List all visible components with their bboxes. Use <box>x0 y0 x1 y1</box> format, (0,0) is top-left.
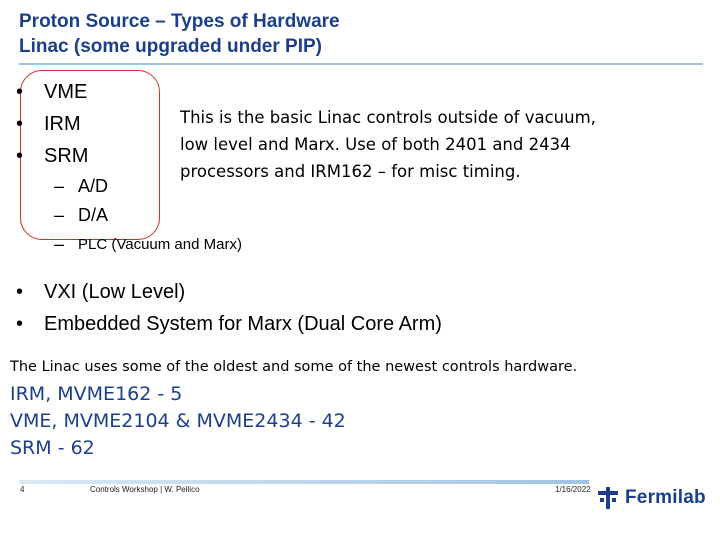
sub-bullet-label: A/D <box>78 176 109 196</box>
bullet-dot: • <box>16 81 24 103</box>
bullet-dot: • <box>16 113 24 135</box>
footer-center-text: Controls Workshop | W. Pellico <box>90 485 200 494</box>
count-line: IRM, MVME162 - 5 <box>10 383 183 405</box>
count-line: VME, MVME2104 & MVME2434 - 42 <box>10 410 346 432</box>
bullet-label: VXI (Low Level) <box>44 281 186 303</box>
sub-bullet-dash: – <box>54 176 65 196</box>
callout-text <box>180 104 700 185</box>
bullet-label: IRM <box>44 113 81 135</box>
sub-bullet-dash: – <box>54 234 65 254</box>
hardware-counts <box>10 381 346 462</box>
callout-line: This is the basic Linac controls outside of vacuum, <box>180 108 596 127</box>
bullet-label: VME <box>44 81 88 103</box>
note-text: The Linac uses some of the oldest and some of the newest controls hardware. <box>10 359 578 375</box>
bullet-label: SRM <box>44 145 89 167</box>
count-line: SRM - 62 <box>10 437 95 459</box>
callout-line: low level and Marx. Use of both 2401 and 2434 <box>180 135 571 154</box>
bullet-dot: • <box>16 281 24 303</box>
sub-bullet-dash: – <box>54 205 65 225</box>
sub-bullet-label: D/A <box>78 205 109 225</box>
callout-line: processors and IRM162 – for misc timing. <box>180 162 521 181</box>
fermilab-logo-icon <box>598 487 620 509</box>
footer-divider <box>19 480 589 484</box>
footer-date: 1/16/2022 <box>555 485 591 494</box>
logo-text: Fermilab <box>625 487 706 508</box>
title-divider <box>19 63 703 65</box>
slide-title <box>19 9 340 59</box>
page-number: 4 <box>20 485 25 494</box>
fermilab-logo <box>598 486 706 510</box>
title-line-2: Linac (some upgraded under PIP) <box>19 36 322 57</box>
sub-bullet-label: PLC (Vacuum and Marx) <box>78 236 242 253</box>
bullet-label: Embedded System for Marx (Dual Core Arm) <box>44 313 442 335</box>
bullet-dot: • <box>16 313 24 335</box>
title-line-1: Proton Source – Types of Hardware <box>19 11 340 32</box>
bullet-dot: • <box>16 145 24 167</box>
